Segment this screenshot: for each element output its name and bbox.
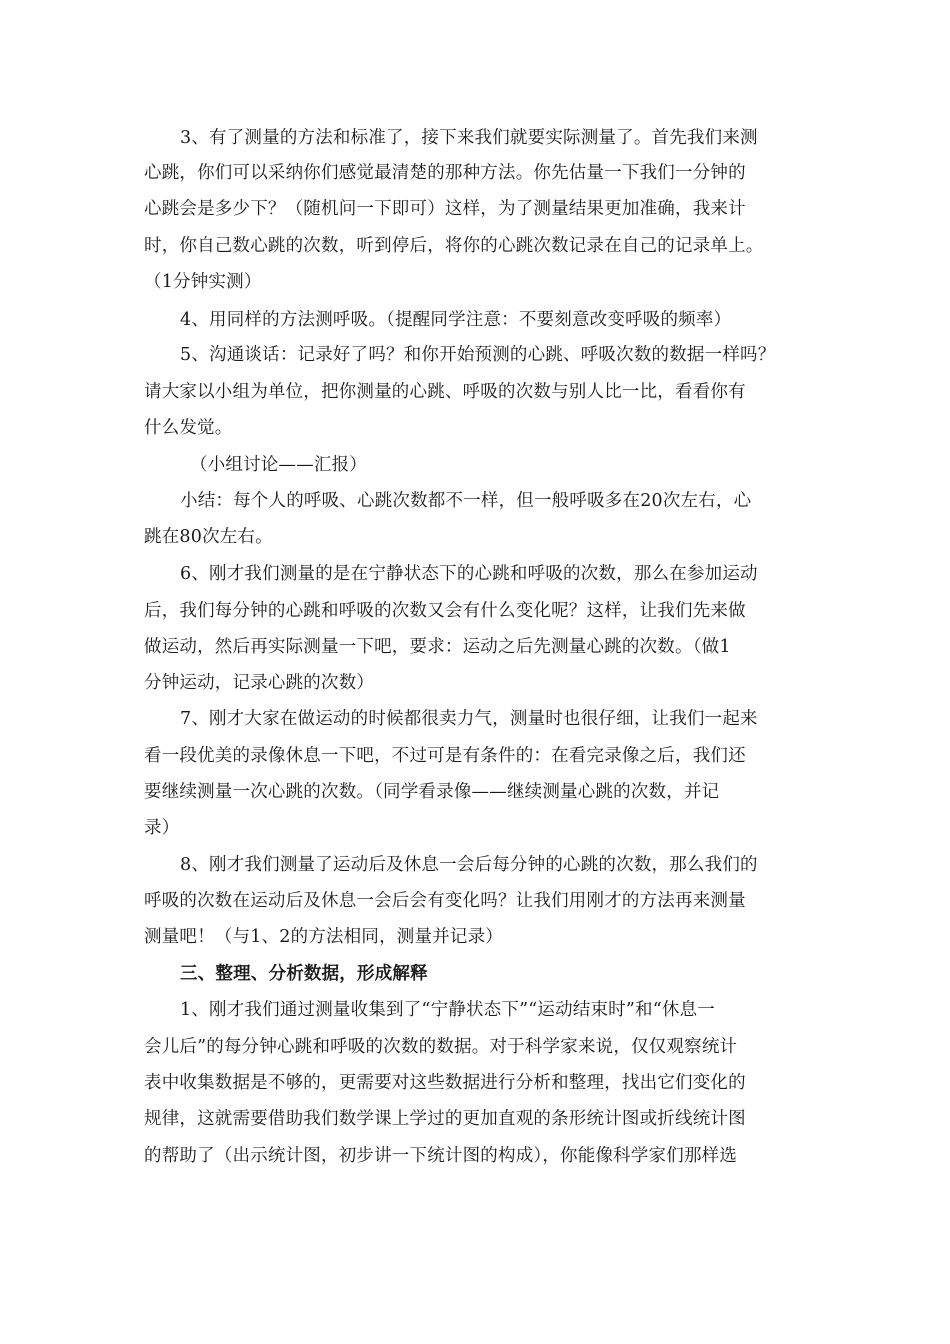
paragraph-7-line-2: 看一段优美的录像休息一下吧，不过可是有条件的：在看完录像之后，我们还	[144, 746, 746, 766]
paragraph-8-line-1: 8、刚才我们测量了运动后及休息一会后每分钟的心跳的次数，那么我们的	[180, 855, 758, 875]
paragraph-3-line-5: （1分钟实测）	[144, 272, 262, 292]
section-3-paragraph-1-line-1: 1、刚才我们通过测量收集到了“宁静状态下”“运动结束时”和“休息一	[180, 1000, 715, 1020]
paragraph-5-line-3: 什么发觉。	[144, 418, 233, 438]
paragraph-8-line-3: 测量吧！（与1、2的方法相同，测量并记录）	[144, 927, 503, 947]
paragraph-6-line-2: 后，我们每分钟的心跳和呼吸的次数又会有什么变化呢？这样，让我们先来做	[144, 601, 746, 621]
paragraph-5-line-2: 请大家以小组为单位，把你测量的心跳、呼吸的次数与别人比一比，看看你有	[144, 382, 746, 402]
paragraph-7-line-4: 录）	[144, 818, 180, 838]
paragraph-4-line-1: 4、用同样的方法测呼吸。（提醒同学注意：不要刻意改变呼吸的频率）	[180, 310, 732, 330]
paragraph-5-line-1: 5、沟通谈话：记录好了吗？和你开始预测的心跳、呼吸次数的数据一样吗？	[180, 345, 776, 365]
paragraph-6-line-4: 分钟运动，记录心跳的次数）	[144, 673, 375, 693]
section-3-paragraph-1-line-3: 表中收集数据是不够的，更需要对这些数据进行分析和整理，找出它们变化的	[144, 1073, 746, 1093]
paragraph-3-line-1: 3、有了测量的方法和标准了，接下来我们就要实际测量了。首先我们来测	[180, 128, 758, 148]
paragraph-3-line-3: 心跳会是多少下？（随机问一下即可）这样，为了测量结果更加准确，我来计	[144, 199, 746, 219]
paragraph-7-line-3: 要继续测量一次心跳的次数。（同学看录像——继续测量心跳的次数，并记	[144, 782, 720, 802]
summary-line-2: 跳在80次左右。	[144, 527, 273, 547]
paragraph-7-line-1: 7、刚才大家在做运动的时候都很卖力气，测量时也很仔细，让我们一起来	[180, 709, 758, 729]
summary-line-1: 小结：每个人的呼吸、心跳次数都不一样，但一般呼吸多在20次左右，心	[180, 491, 752, 511]
section-heading: 三、整理、分析数据，形成解释	[180, 964, 428, 984]
paragraph-6-line-3: 做运动，然后再实际测量一下吧，要求：运动之后先测量心跳的次数。（做1	[144, 637, 731, 657]
paragraph-3-line-2: 心跳，你们可以采纳你们感觉最清楚的那种方法。你先估量一下我们一分钟的	[144, 163, 746, 183]
section-3-paragraph-1-line-2: 会儿后”的每分钟心跳和呼吸的次数的数据。对于科学家来说，仅仅观察统计	[144, 1037, 738, 1057]
paragraph-3-line-4: 时，你自己数心跳的次数，听到停后，将你的心跳次数记录在自己的记录单上。	[144, 236, 764, 256]
section-3-paragraph-1-line-5: 的帮助了（出示统计图，初步讲一下统计图的构成），你能像科学家们那样选	[144, 1146, 738, 1166]
paragraph-6-line-1: 6、刚才我们测量的是在宁静状态下的心跳和呼吸的次数，那么在参加运动	[180, 564, 758, 584]
group-discussion-note: （小组讨论——汇报）	[190, 455, 367, 475]
section-3-paragraph-1-line-4: 规律，这就需要借助我们数学课上学过的更加直观的条形统计图或折线统计图	[144, 1109, 746, 1129]
paragraph-8-line-2: 呼吸的次数在运动后及休息一会后会有变化吗？让我们用刚才的方法再来测量	[144, 891, 746, 911]
